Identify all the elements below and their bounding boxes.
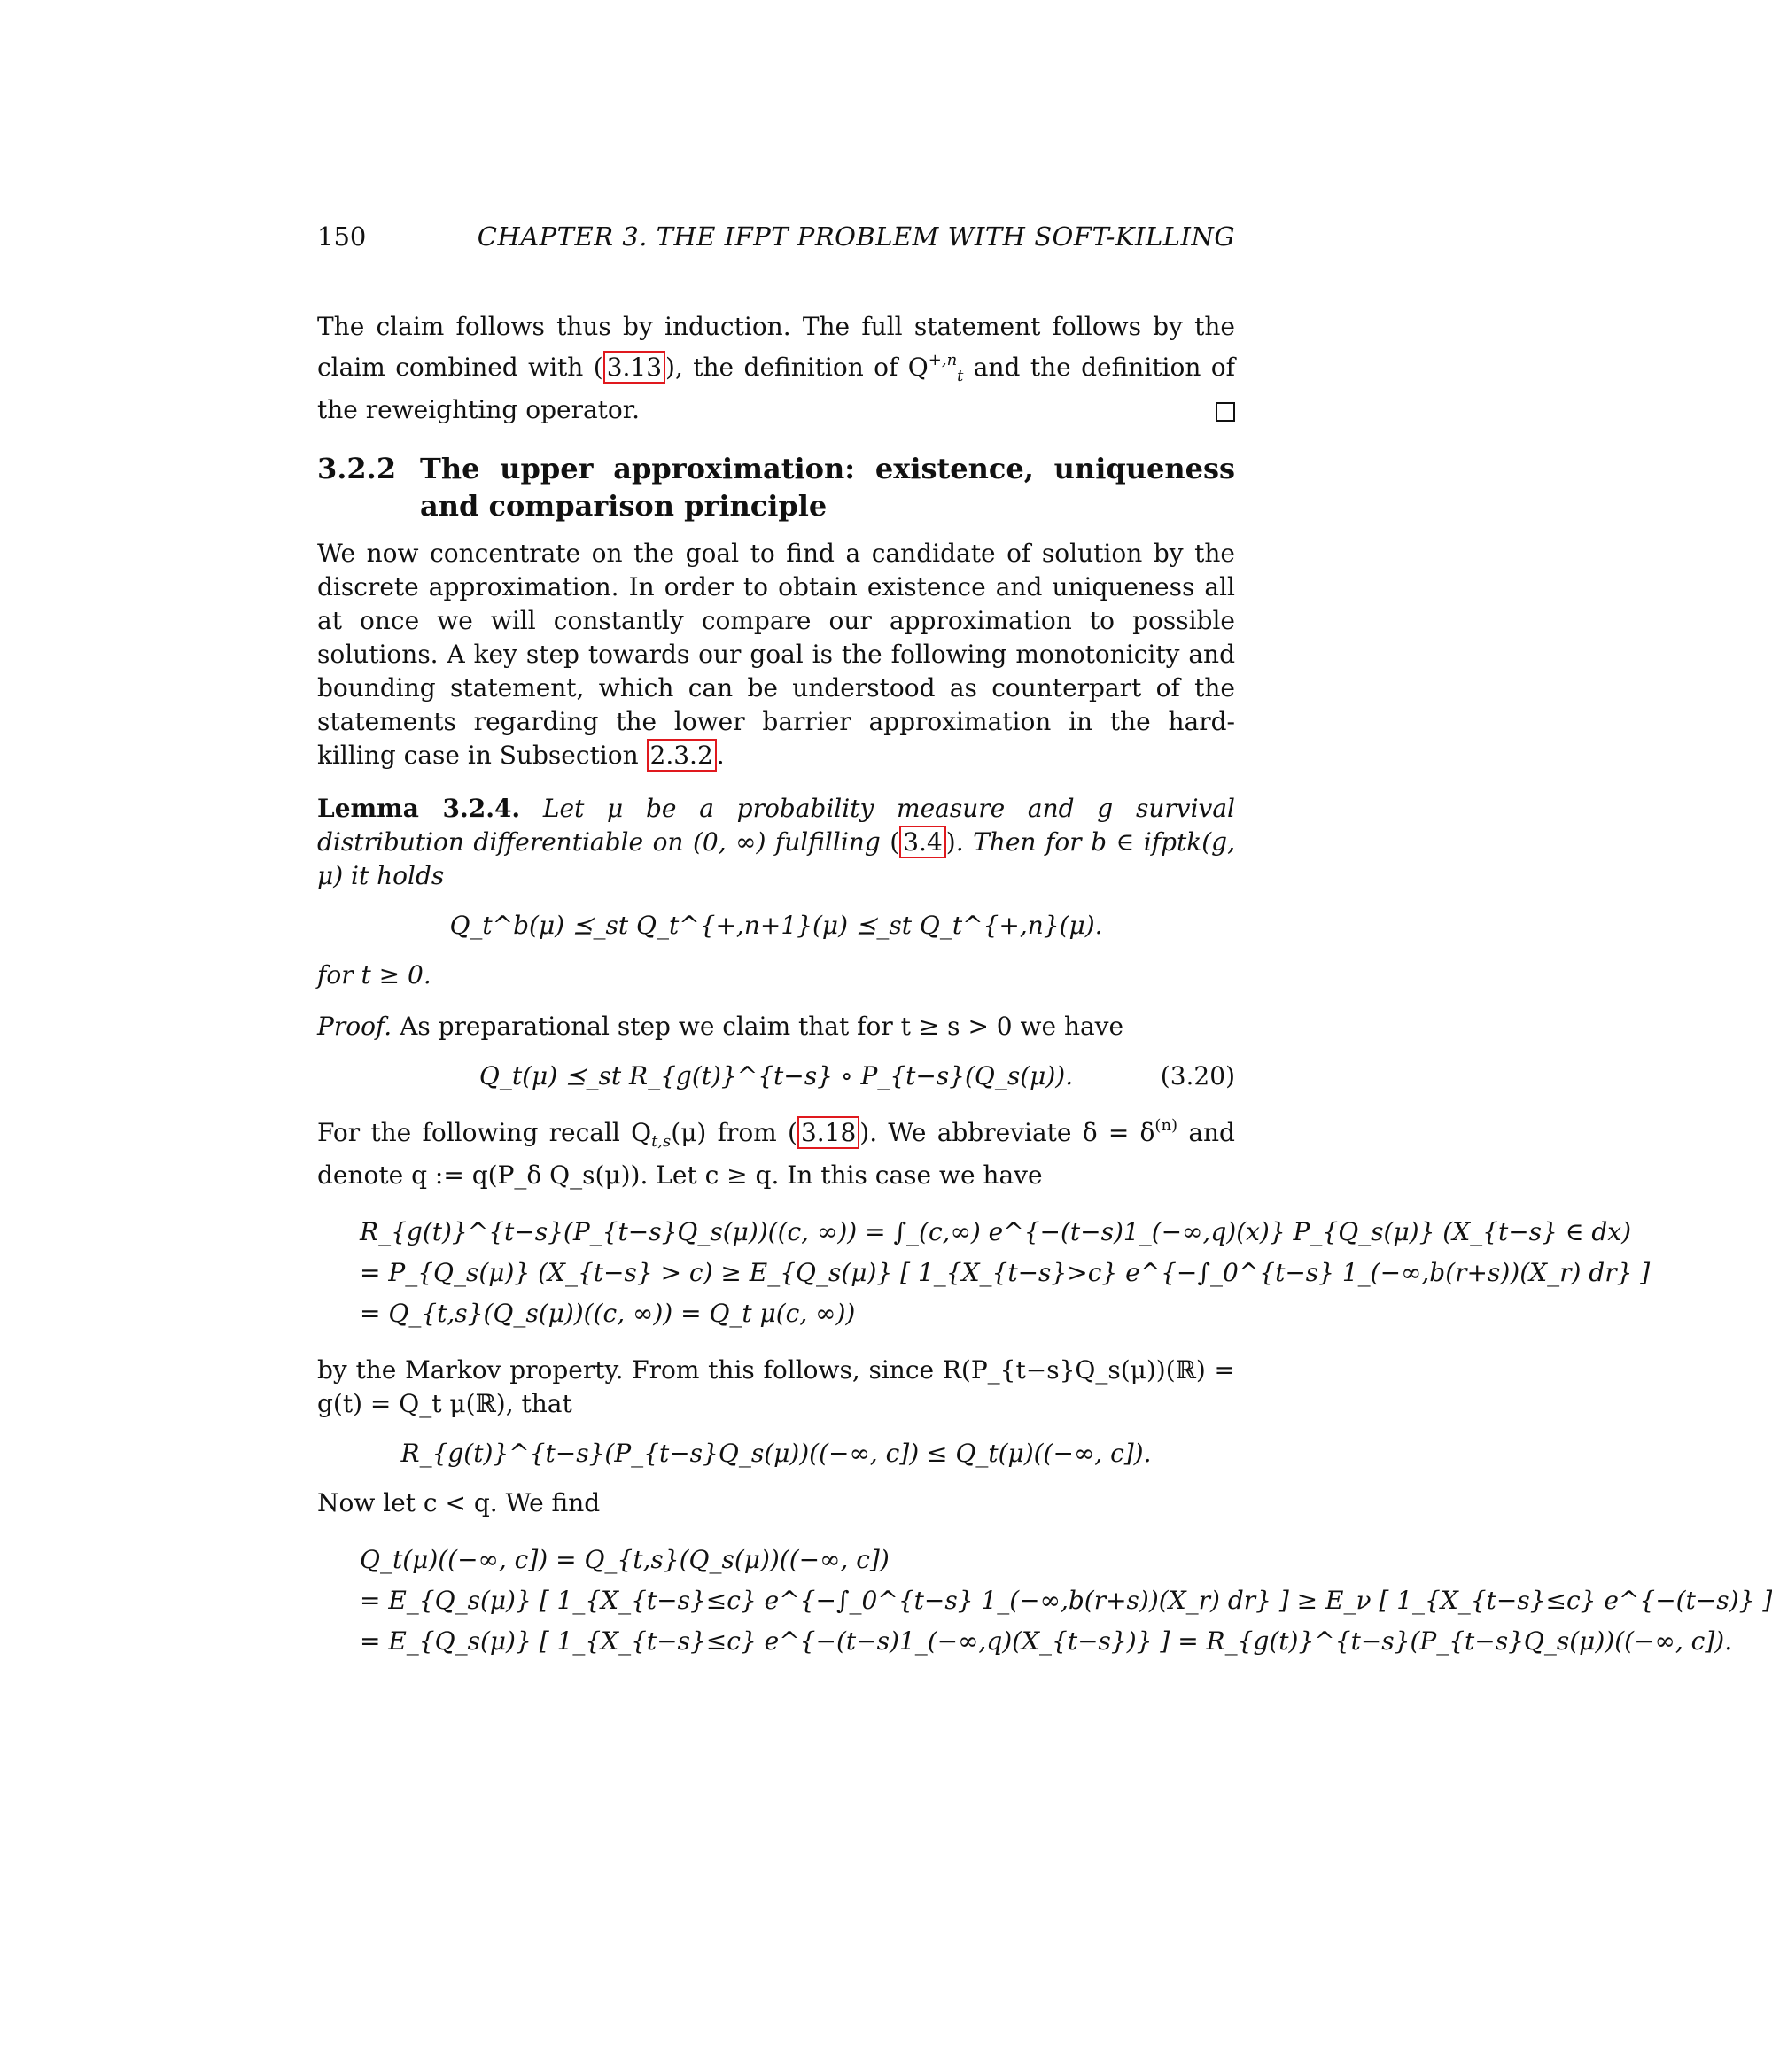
equation-block-1 bbox=[317, 1212, 1651, 1334]
page-body bbox=[317, 310, 1772, 1681]
equation-line: = P_{Q_s(μ)} (X_{t−s} > c) ≥ E_{Q_s(μ)} [ 1_{X_{t−s}>c} e^{−∫_0^{t−s} 1_(−∞,b(r+s))(X_r) dr} ] bbox=[360, 1258, 1651, 1287]
lemma-after: for t ≥ 0. bbox=[317, 960, 431, 989]
equation-line: = E_{Q_s(μ)} [ 1_{X_{t−s}≤c} e^{−∫_0^{t−s} 1_(−∞,b(r+s))(X_r) dr} ] ≥ E_ν [ 1_{X_{t−s}≤c} e^{−(t−s)} ] bbox=[360, 1586, 1772, 1615]
text-run: . Then for b ∈ ifptk(g, μ) it holds bbox=[317, 827, 1235, 890]
lemma-equation bbox=[317, 909, 1235, 943]
eq-ref-link[interactable]: 3.13 bbox=[603, 351, 665, 384]
text-run: by the Markov property. From this follows, since R bbox=[317, 1355, 961, 1385]
qed-box-icon bbox=[1216, 402, 1235, 422]
paragraph-case: Now let c < q. We find bbox=[317, 1488, 601, 1517]
eq-ref-link[interactable]: 3.4 bbox=[899, 826, 946, 858]
text-run: The claim follows thus by induction. The full statement follows by the claim combined with bbox=[317, 312, 1235, 382]
equation-line: R_{g(t)}^{t−s}(P_{t−s}Q_s(μ))((c, ∞)) = ∫_(c,∞) e^{−(t−s)1_(−∞,q)(x)} P_{Q_s(μ)} (X_{t−s} ∈ dx) bbox=[360, 1217, 1632, 1246]
text-run: For the following recall Q bbox=[317, 1118, 652, 1147]
text-run: , the definition of Q bbox=[674, 353, 929, 382]
equation-tag: (3.20) bbox=[1160, 1061, 1235, 1090]
lemma-label: Lemma 3.2.4. bbox=[317, 794, 521, 823]
proof-label: Proof. bbox=[317, 1012, 392, 1041]
text-run: Let μ be a probability measure and g survival distribution differentiable on (0, ∞) fulfilling bbox=[317, 794, 1235, 857]
section-number: 3.2.2 bbox=[317, 452, 397, 485]
paragraph-claim: The claim follows thus by induction. The full statement follows by the claim combined with ( 3.13 ), the definition of $Q^{+,n}_t$ and the definition of the reweighting operator. bbox=[317, 312, 1235, 424]
text-run: We now concentrate on the goal to find a candidate of solution by the discrete approximation. In order to obtain existence and uniqueness all at once we will constantly compare our approximation to possible solutions. A key step towards our goal is the following monotonicity and bounding statement, which can be understood as counterpart of the statements regarding the lower barrier approximation in the hard-killing case in Subsection bbox=[317, 539, 1235, 770]
running-header bbox=[317, 221, 1235, 257]
equation-line: = E_{Q_s(μ)} [ 1_{X_{t−s}≤c} e^{−(t−s)1_(−∞,q)(X_{t−s})} ] = R_{g(t)}^{t−s}(P_{t−s}Q_s(μ))((−∞, c]). bbox=[360, 1626, 1733, 1656]
text-run: (P_{t−s}Q_s(μ))(ℝ) = g(t) = Q_t μ(ℝ), that bbox=[317, 1355, 1236, 1418]
paragraph-markov bbox=[317, 1354, 1235, 1421]
section-title: The upper approximation: existence, uniqueness and comparison principle bbox=[420, 452, 1235, 523]
text-run: As preparational step we claim that for t ≥ s > 0 we have bbox=[392, 1012, 1124, 1041]
lemma-statement: Lemma 3.2.4. Let μ be a probability measure and g survival distribution differentiable on (0, ∞) fulfilling ( 3.4 ). Then for b ∈ ifptk(g, μ) it holds bbox=[317, 794, 1235, 890]
equation-block-2 bbox=[317, 1540, 1772, 1662]
text-run: and denote q := q bbox=[317, 1118, 1235, 1190]
text-run: (P_δ Q_s(μ)). Let c ≥ q. In this case we have bbox=[487, 1160, 1043, 1190]
eq-ref-link[interactable]: 3.18 bbox=[797, 1116, 859, 1149]
text-run: (μ) from bbox=[671, 1118, 788, 1147]
subscript: t bbox=[957, 367, 964, 385]
page-number: 150 bbox=[317, 221, 367, 252]
paragraph-intro bbox=[317, 537, 1235, 772]
text-run: and the definition of the reweighting operator. bbox=[317, 353, 1235, 424]
subscript: t,s bbox=[651, 1132, 672, 1151]
superscript: +,n bbox=[928, 351, 958, 369]
paragraph-recall: For the following recall $Q_{t,s}(\mu)$ from ( 3.18 ). We abbreviate $\delta = \delta^{(n)}$ and denote q := q(P_δ Q_s(μ)). Let c ≥ q. In this case we have bbox=[317, 1116, 1235, 1190]
running-title: CHAPTER 3. THE IFPT PROBLEM WITH SOFT-KILLING bbox=[477, 221, 1235, 252]
equation-line: Q_t(μ)((−∞, c]) = Q_{t,s}(Q_s(μ))((−∞, c]) bbox=[360, 1545, 890, 1574]
text-run: . We abbreviate δ = δ bbox=[869, 1118, 1155, 1147]
text-run: . bbox=[716, 741, 725, 770]
equation-text: Q_t^b(μ) ⪯_st Q_t^{+,n+1}(μ) ⪯_st Q_t^{+,n}(μ). bbox=[449, 911, 1103, 940]
equation-text: Q_t(μ) ⪯_st R_{g(t)}^{t−s} ∘ P_{t−s}(Q_s(μ)). bbox=[478, 1061, 1074, 1090]
subsection-ref-link[interactable]: 2.3.2 bbox=[647, 739, 717, 772]
proof-start bbox=[317, 1010, 1235, 1044]
equation-text: R_{g(t)}^{t−s}(P_{t−s}Q_s(μ))((−∞, c]) ≤ Q_t(μ)((−∞, c]). bbox=[400, 1439, 1152, 1468]
equation-line: = Q_{t,s}(Q_s(μ))((c, ∞)) = Q_t μ(c, ∞)) bbox=[360, 1299, 856, 1328]
equation-3-20 bbox=[317, 1059, 1235, 1093]
superscript: (n) bbox=[1154, 1116, 1178, 1135]
section-heading bbox=[317, 450, 1235, 524]
equation-inequality bbox=[317, 1437, 1235, 1471]
